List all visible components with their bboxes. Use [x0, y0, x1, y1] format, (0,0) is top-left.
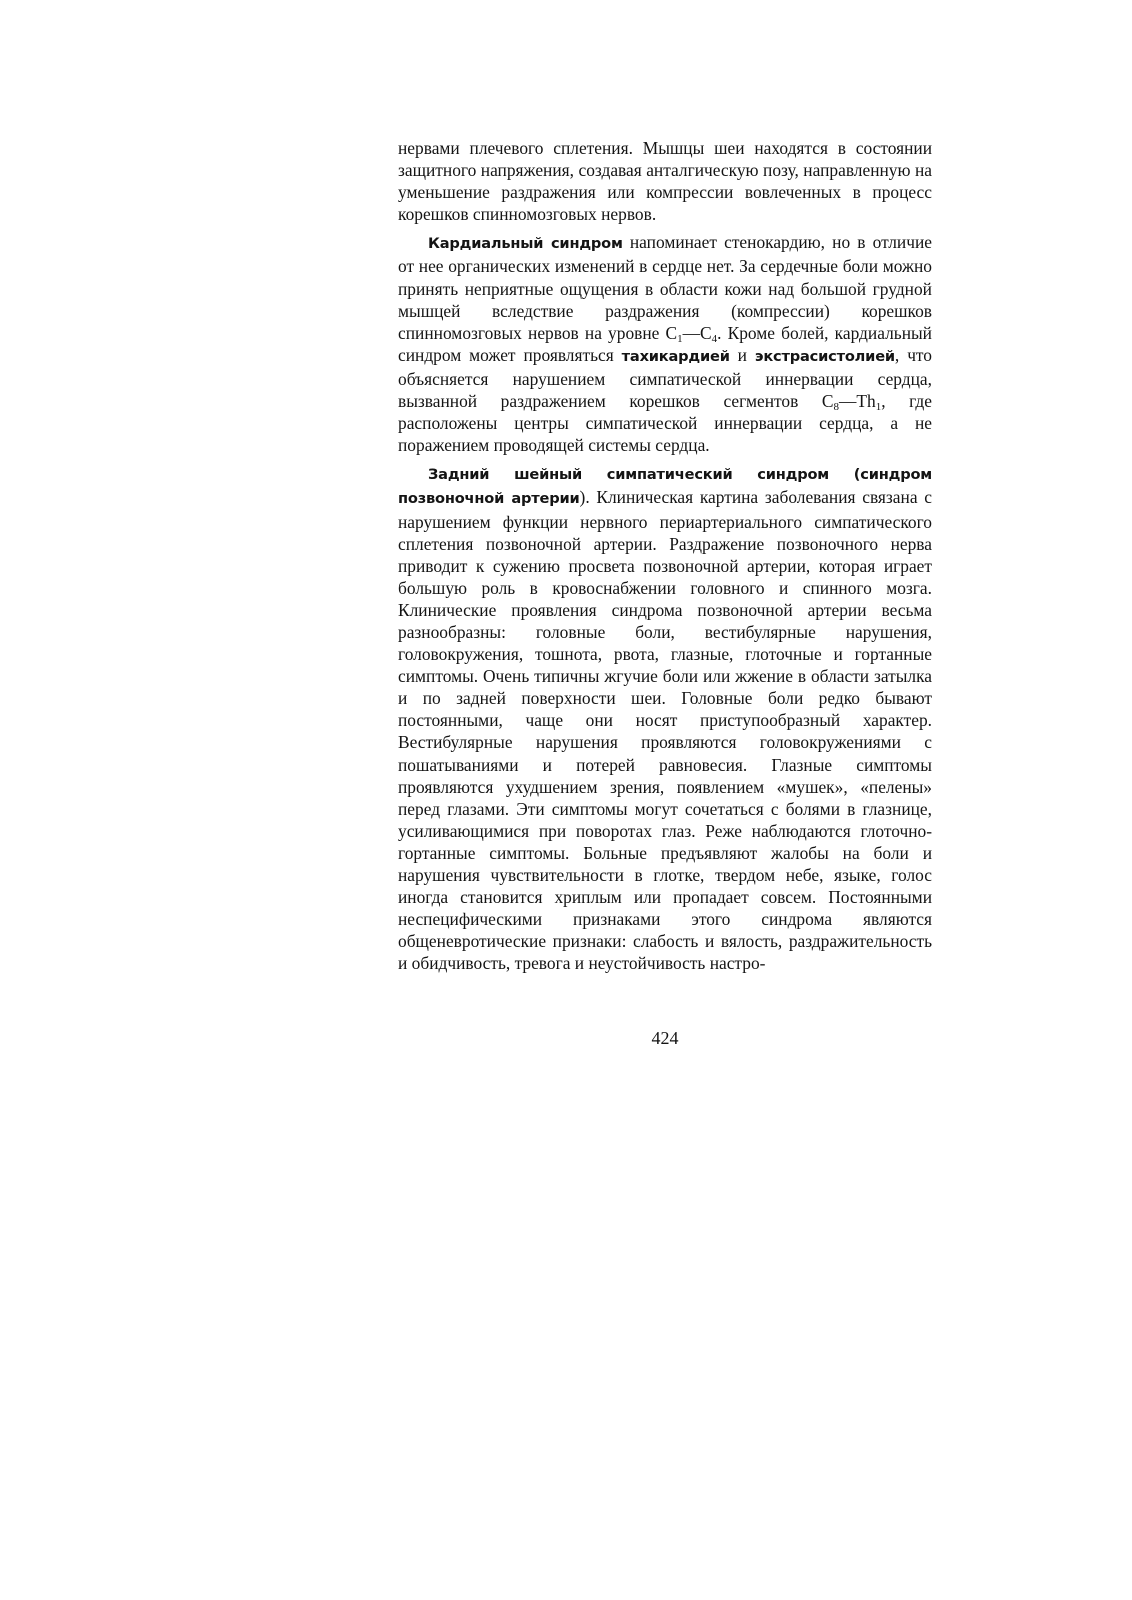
paragraph-vertebral-artery-syndrome — [398, 462, 932, 974]
term-posterior-cervical-syndrome: Задний шейный симпатический синдром (синдром позвоночной артерии — [398, 466, 932, 508]
paragraph-text: , где расположены центры симпатической иннервации сердца, а не поражением проводящей системы сердца. — [398, 391, 933, 456]
paragraph-text: напоминает стенокардию, но в отличие от нее органических изменений в сердце нет. За сердечные боли можно принять неприятные ощущения в области кожи над большой грудной мышцей вследствие раздражения (компрессии) корешков спинномозговых нервов на уровне С — [398, 232, 932, 343]
subscript: 1 — [875, 401, 882, 414]
subscript: 1 — [677, 332, 683, 345]
paragraph-text: , что объясняется нарушением симпатической иннервации сердца, вызванной раздражением корешков сегментов С — [398, 344, 932, 412]
term-extrasystole: экстрасистолией — [754, 347, 895, 365]
term-tachycardia: тахикардией — [621, 347, 730, 365]
paragraph-cardiac-syndrome — [398, 231, 932, 456]
paragraph-text: . Кроме болей, кардиальный синдром может проявляться — [398, 322, 932, 365]
paragraph-text: ). Клиническая картина заболевания связана с нарушением функции нервного периартериального симпатического сплетения позвоночной артерии. Раздражение позвоночного нерва приводит к сужению просвета позвоночной артерии, которая играет большую роль в кровоснабжении головного и спинного мозга. Клинические проявления синдрома позвоночной артерии весьма разнообразны: головные боли, вестибулярные нарушения, головокружения, тошнота, рвота, глазные, глоточные и гортанные симптомы. Очень типичны жгучие боли или жжение в области затылка и по задней поверхности шеи. Головные боли редко бывают постоянными, чаще они носят приступообразный характер. Вестибулярные нарушения проявляются головокружениями с пошатываниями и потерей равновесия. Глазные симптомы проявляются ухудшением зрения, появлением «мушек», «пелены» перед глазами. Эти симптомы могут сочетаться с болями в глазнице, усиливающимися при поворотах глаз. Реже наблюдаются глоточно-гортанные симптомы. Больные предъявляют жалобы на боли и нарушения чувствительности в глотке, твердом небе, языке, голос иногда становится хриплым или пропадает совсем. Постоянными неспецифическими признаками этого синдрома являются общеневротические признаки: слабость и вялость, раздражительность и обидчивость, тревога и неустойчивость настро- — [398, 487, 932, 974]
page-number: 424 — [651, 1028, 679, 1048]
subscript: 4 — [711, 332, 718, 345]
paragraph-continuation — [398, 137, 932, 225]
paragraph-text: и — [729, 344, 755, 365]
paragraph-text: нервами плечевого сплетения. Мышцы шеи находятся в состоянии защитного напряжения, создавая анталгическую позу, направленную на уменьшение раздражения или компрессии вовлеченных в процесс корешков спинномозговых нервов. — [398, 138, 932, 225]
paragraph-text: —Th — [839, 391, 876, 412]
term-cardiac-syndrome: Кардиальный синдром — [428, 235, 623, 253]
subscript: 8 — [833, 401, 840, 414]
paragraph-text: —С — [682, 322, 712, 343]
body-text — [398, 137, 932, 974]
